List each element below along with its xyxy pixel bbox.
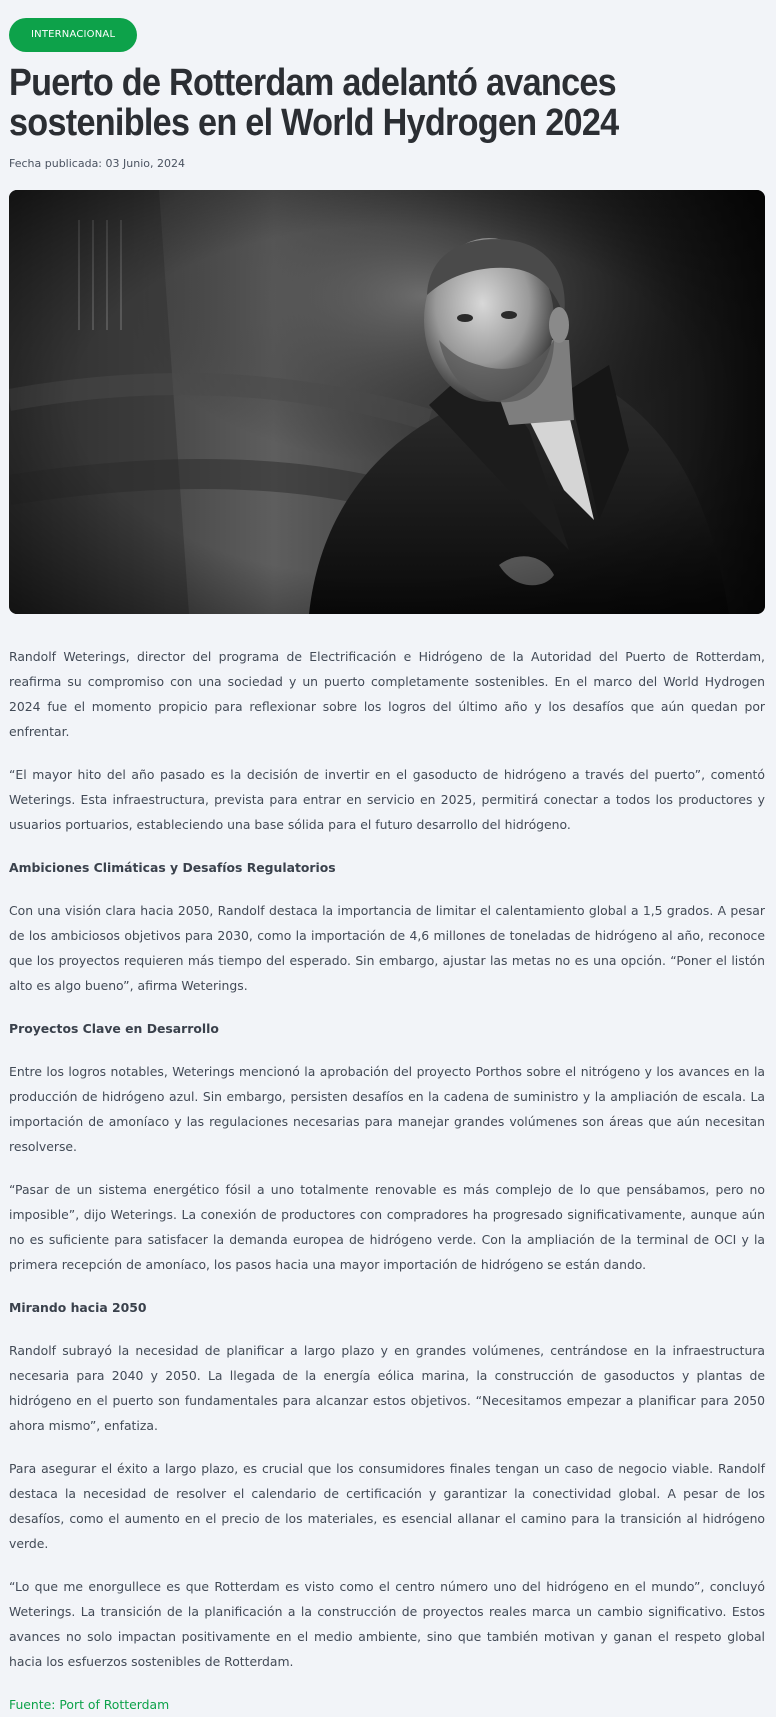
man-portrait-photo [9, 190, 765, 614]
section-heading: Mirando hacia 2050 [9, 1300, 147, 1315]
section-heading: Ambiciones Climáticas y Desafíos Regulatorios [9, 860, 336, 875]
article-paragraph: Entre los logros notables, Weterings mencionó la aprobación del proyecto Porthos sobre el nitrógeno y los avances en la producción de hidrógeno azul. Sin embargo, persisten desafíos en la cadena de suministro y la ampliación de escala. La importación de amoníaco y las regulaciones necesarias para manejar grandes volúmenes son áreas que aún necesitan resolverse. [9, 1064, 765, 1154]
section-heading: Proyectos Clave en Desarrollo [9, 1021, 219, 1036]
source-link[interactable]: Fuente: Port of Rotterdam [9, 1697, 170, 1712]
category-badge[interactable]: INTERNACIONAL [9, 18, 137, 52]
article-paragraph: “Lo que me enorgullece es que Rotterdam es visto como el centro número uno del hidrógeno en el mundo”, concluyó Weterings. La transición de la planificación a la construcción de proyectos reales marca un cambio significativo. Estos avances no solo impactan positivamente en el medio ambiente, sino que también motivan y ganan el respeto global hacia los esfuerzos sostenibles de Rotterdam. [9, 1579, 765, 1669]
article-paragraph: Randolf subrayó la necesidad de planificar a largo plazo y en grandes volúmenes, centrándose en la infraestructura necesaria para 2040 y 2050. La llegada de la energía eólica marina, la construcción de gasoductos y plantas de hidrógeno en el puerto son fundamentales para alcanzar estos objetivos. “Necesitamos empezar a planificar para 2050 ahora mismo”, enfatiza. [9, 1343, 765, 1433]
publish-date: Fecha publicada: 03 Junio, 2024 [9, 157, 185, 170]
article-body [9, 644, 765, 1674]
article [9, 18, 765, 1717]
article-paragraph: Con una visión clara hacia 2050, Randolf destaca la importancia de limitar el calentamiento global a 1,5 grados. A pesar de los ambiciosos objetivos para 2030, como la importación de 4,6 millones de toneladas de hidrógeno al año, reconoce que los proyectos requieren más tiempo del esperado. Sin embargo, ajustar las metas no es una opción. “Poner el listón alto es algo bueno”, afirma Weterings. [9, 903, 765, 993]
article-photo [9, 190, 765, 614]
article-paragraph: Randolf Weterings, director del programa de Electrificación e Hidrógeno de la Autoridad del Puerto de Rotterdam, reafirma su compromiso con una sociedad y un puerto completamente sostenibles. En el marco del World Hydrogen 2024 fue el momento propicio para reflexionar sobre los logros del último año y los desafíos que aún quedan por enfrentar. [9, 649, 765, 739]
article-paragraph: “El mayor hito del año pasado es la decisión de invertir en el gasoducto de hidrógeno a través del puerto”, comentó Weterings. Esta infraestructura, prevista para entrar en servicio en 2025, permitirá conectar a todos los productores y usuarios portuarios, estableciendo una base sólida para el futuro desarrollo del hidrógeno. [9, 767, 765, 832]
article-paragraph: “Pasar de un sistema energético fósil a uno totalmente renovable es más complejo de lo que pensábamos, pero no imposible”, dijo Weterings. La conexión de productores con compradores ha progresado significativamente, aunque aún no es suficiente para satisfacer la demanda europea de hidrógeno verde. Con la ampliación de la terminal de OCI y la primera recepción de amoníaco, los pasos hacia una mayor importación de hidrógeno se están dando. [9, 1182, 765, 1272]
article-title: Puerto de Rotterdam adelantó avances sostenibles en el World Hydrogen 2024 [9, 62, 619, 144]
article-paragraph: Para asegurar el éxito a largo plazo, es crucial que los consumidores finales tengan un caso de negocio viable. Randolf destaca la necesidad de resolver el calendario de certificación y garantizar la conectividad global. A pesar de los desafíos, como el aumento en el precio de los materiales, es esencial allanar el camino para la transición al hidrógeno verde. [9, 1461, 765, 1551]
